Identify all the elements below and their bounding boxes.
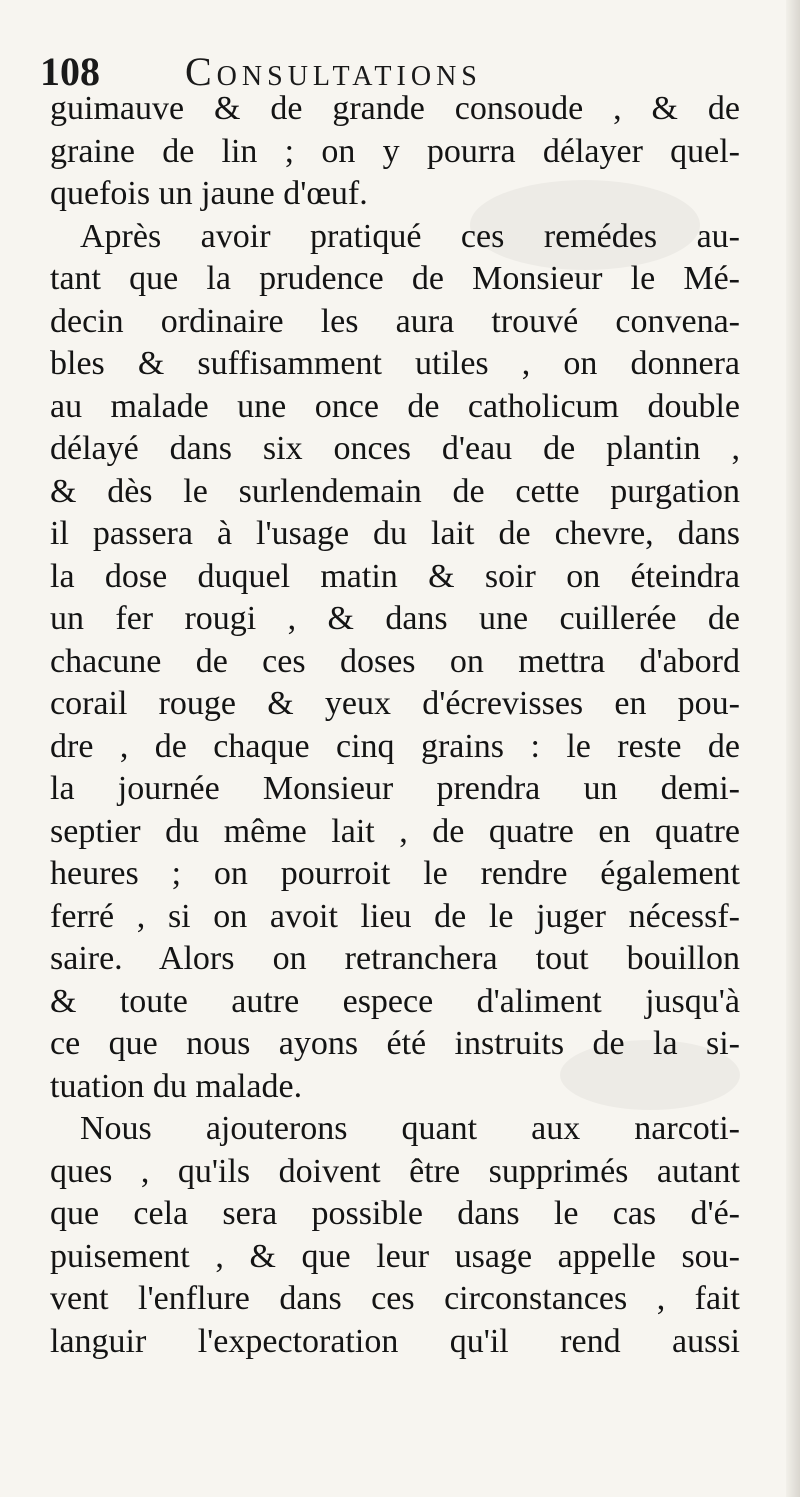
page-number: 108 [40, 49, 100, 94]
page-edge-shadow [786, 0, 800, 1497]
text-line: la journée Monsieur prendra un demi- [50, 770, 740, 807]
text-line: decin ordinaire les aura trouvé convena- [50, 302, 740, 340]
text-line: septier du même lait , de quatre en quatre [50, 812, 740, 850]
text-line: que cela sera possible dans le cas d'é- [50, 1195, 740, 1232]
text-line: ques , qu'ils doivent être supprimés autant [50, 1152, 740, 1190]
text-line: & toute autre espece d'aliment jusqu'à [50, 982, 740, 1020]
text-body [50, 88, 740, 1363]
text-line: la dose duquel matin & soir on éteindra [50, 557, 740, 595]
text-line: vent l'enflure dans ces circonstances , fait [50, 1280, 740, 1317]
text-line: ce que nous ayons été instruits de la si- [50, 1025, 740, 1062]
text-line: corail rouge & yeux d'écrevisses en pou- [50, 685, 740, 722]
text-line: quefois un jaune d'œuf. [50, 175, 368, 212]
text-line: Nous ajouterons quant aux narcoti- [80, 1110, 740, 1147]
text-line: dre , de chaque cinq grains : le reste de [50, 727, 740, 765]
text-line: ferré , si on avoit lieu de le juger nécessf- [50, 897, 740, 935]
text-line: languir l'expectoration qu'il rend aussi [50, 1322, 740, 1360]
text-line: puisement , & que leur usage appelle sou- [50, 1237, 740, 1275]
text-line: délayé dans six onces d'eau de plantin , [50, 430, 740, 467]
text-line: il passera à l'usage du lait de chevre, dans [50, 515, 740, 552]
text-line: saire. Alors on retranchera tout bouillon [50, 940, 740, 977]
text-line: chacune de ces doses on mettra d'abord [50, 642, 740, 680]
text-line: guimauve & de grande consoude , & de [50, 90, 740, 127]
text-line: bles & suffisamment utiles , on donnera [50, 345, 740, 382]
text-line: Après avoir pratiqué ces remédes au- [80, 217, 740, 255]
text-line: heures ; on pourroit le rendre également [50, 855, 740, 892]
text-line: & dès le surlendemain de cette purgation [50, 472, 740, 510]
running-title: Consultations [185, 49, 482, 94]
text-line: tuation du malade. [50, 1067, 303, 1105]
text-line: tant que la prudence de Monsieur le Mé- [50, 260, 740, 297]
text-line: un fer rougi , & dans une cuillerée de [50, 600, 740, 637]
text-line: graine de lin ; on y pourra délayer quel- [50, 132, 740, 170]
text-line: au malade une once de catholicum double [50, 387, 740, 425]
